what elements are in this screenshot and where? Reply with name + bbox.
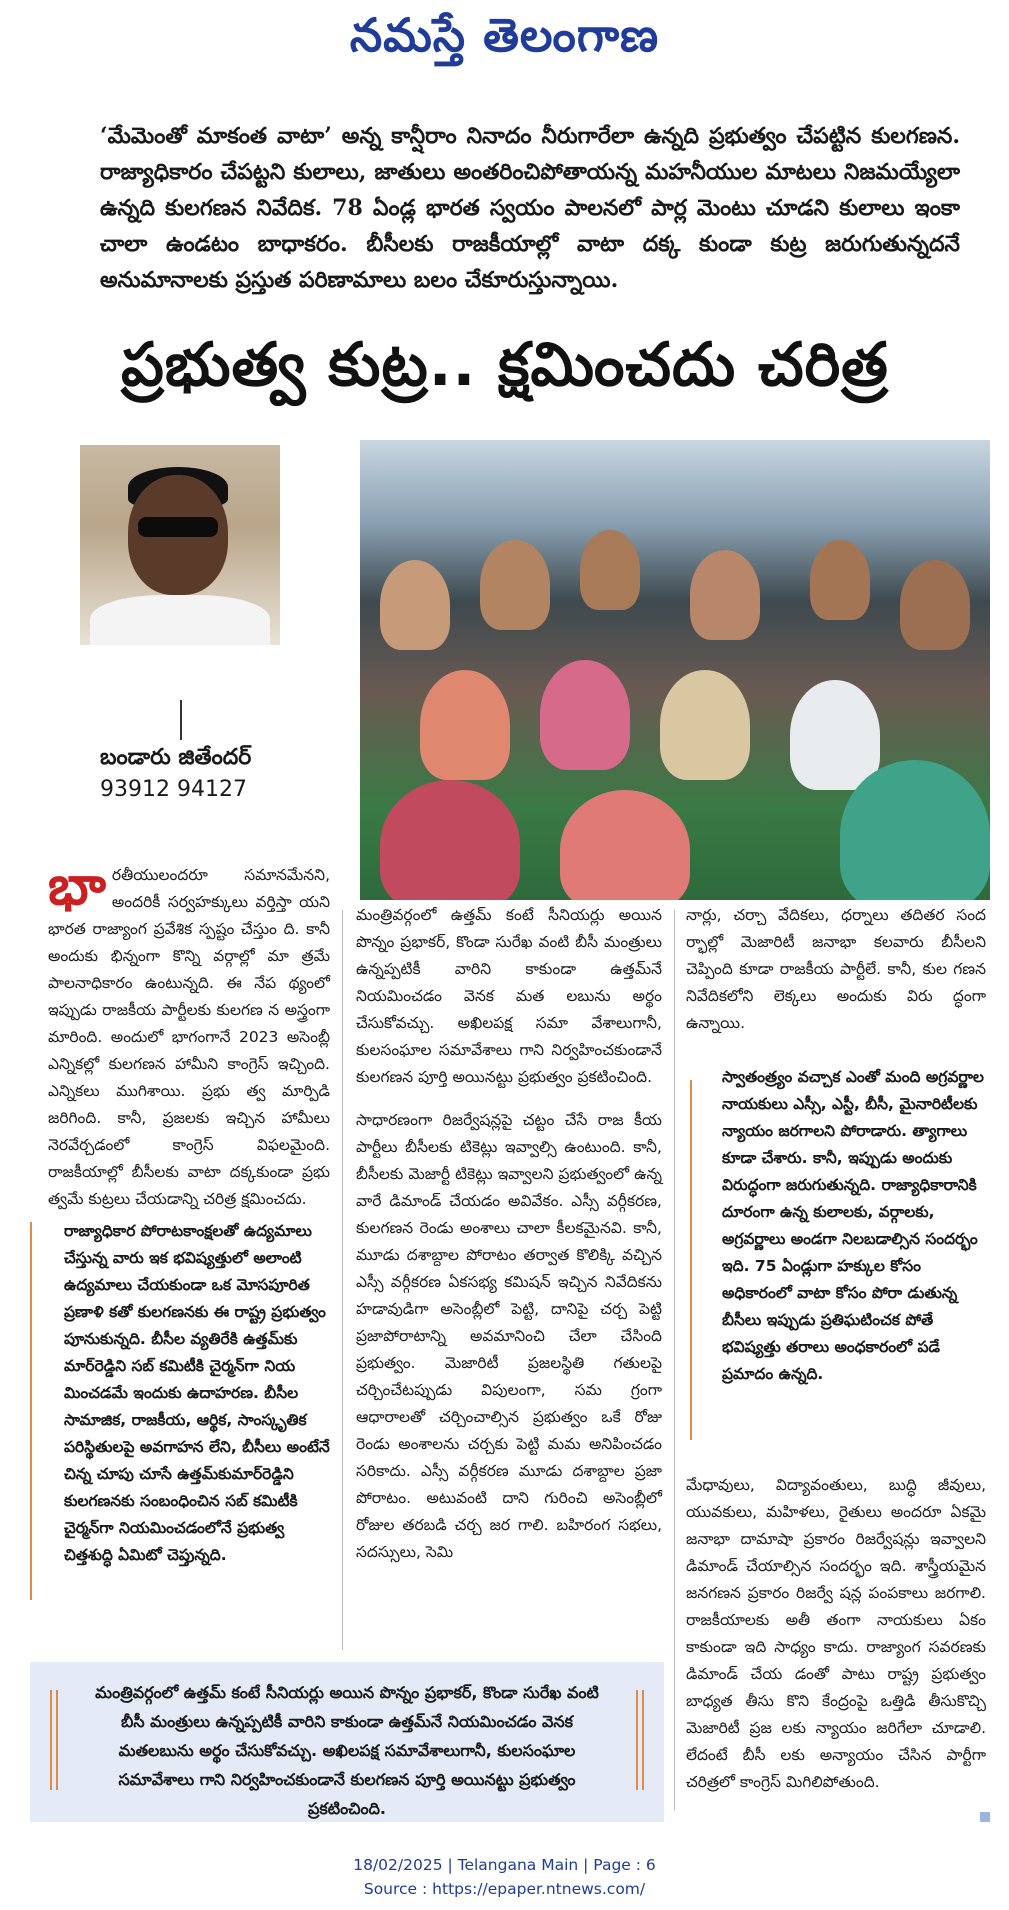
col2-paragraph-2: సాధారణంగా రిజర్వేషన్లపై చట్టం చేసే రాజ కీయ పార్టీలు బీసీలకు టికెట్లు ఇవ్వాల్సి ఉంటుంది. కానీ, బీసీలకు మెజార్టీ టికెట్లు ఇవ్వాలని ప్రభుత్వంలో ఉన్న వారే డిమాండ్ చేయడం అవివేకం. ఎస్సీ వర్గీకరణ, కులగణన రెండు అంశాలు చాలా కీలకమైనవి. కానీ, మూడు దశాబ్దాల పోరాటం తర్వాత కొలిక్కి వచ్చిన ఎస్సీ వర్గీకరణ ఏకసభ్య కమిషన్ ఇచ్చిన నివేదికను హడావుడిగా అసెంబ్లీలో పెట్టి, దానిపై చర్చ పెట్టి ప్రజాపోరాటాన్ని అవమానించి చేలా చేసింది ప్రభుత్వం. మెజారిటీ ప్రజలస్థితి గతులపై చర్చించేటప్పుడు విపులంగా, సమ గ్రంగా ఆధారాలతో చర్చించాల్సిన ప్రభుత్వం ఒకే రోజు రెండు అంశాలను చర్చకు పెట్టి మమ అనిపించడం సరికాదు. ఎస్సీ వర్గీకరణ మూడు దశాబ్దాల ప్రజా పోరాటం. అటువంటి దాని గురించి అసెంబ్లీలో రోజుల తరబడి చర్చ జర గాలి. బహిరంగ సభలు, సదస్సులు, సెమి — [356, 1111, 662, 1561]
author-phone: 93912 94127 — [100, 777, 247, 802]
footer-date: 18/02/2025 | Telangana Main | Page : 6 — [353, 1856, 656, 1874]
col2-paragraph-1: మంత్రివర్గంలో ఉత్తమ్ కంటే సీనియర్లు అయిన పొన్నం ప్రభాకర్, కొండా సురేఖ వంటి బీసీ మంత్రులు ఉన్నప్పటికీ వారిని కాకుండా ఉత్తమ్‌నే నియమించడం వెనక మత లబును అర్థం చేసుకోవచ్చు. అఖిలపక్ష సమా వేశాలుగానీ, కులసంఘాల సమావేశాలు గాని నిర్వహించకుండానే కులగణన పూర్తి అయినట్టు ప్రభుత్వం ప్రకటించింది. — [356, 906, 662, 1086]
col3-quote: స్వాతంత్ర్యం వచ్చాక ఎంతో మంది అగ్రవర్ణాల నాయకులు ఎస్సీ, ఎస్టీ, బీసీ, మైనారిటీలకు న్యాయం జరగాలని పోరాడారు. త్యాగాలు కూడా చేశారు. కానీ, ఇప్పుడు అందుకు విరుద్ధంగా జరుగుతున్నది. రాజ్యాధికారానికి దూరంగా ఉన్న కులాలకు, వర్గాలకు, అగ్రవర్ణాలు అండగా నిలబడాల్సిన సందర్భం ఇది. 75 ఏండ్లుగా హక్కుల కోసం అధికారంలో వాటా కోసం పోరా డుతున్న బీసీలు ఇప్పుడు ప్రతిఘటించక పోతే భవిష్యత్తు తరాలు అంధకారంలో పడే ప్రమాదం ఉన్నది. — [722, 1068, 984, 1383]
masthead-logo: నమస్తే తెలంగాణ — [349, 8, 660, 62]
pullquote-bar — [50, 1690, 52, 1790]
quote-bar-left — [30, 1222, 32, 1600]
protest-photo — [360, 440, 990, 900]
pullquote-bar — [642, 1690, 644, 1790]
column-1 — [48, 854, 330, 1229]
column-3-continued — [686, 1472, 986, 1812]
col3-paragraph-2: మేధావులు, విద్యావంతులు, బుద్ధి జీవులు, యువకులు, మహిళలు, రైతులు అందరూ ఏకమై జనాభా దామాషా ప్రకారం రిజర్వేషన్లు ఇవ్వాలని డిమాండ్ చేయాల్సిన సందర్భం ఇది. శాస్త్రీయమైన జనగణన ప్రకారం రిజర్వే షన్ల పంపకాలు జరగాలి. రాజకీయాలకు అతీ తంగా నాయకులు ఏకం కాకుండా ఇది సాధ్యం కాదు. రాజ్యాంగ సవరణకు డిమాండ్ చేయ డంతో పాటు రాష్ట్ర ప్రభుత్వం బాధ్యత తీసు కొని కేంద్రంపై ఒత్తిడి తీసుకొచ్చి మెజారిటీ ప్రజ లకు న్యాయం జరిగేలా చూడాలి. లేదంటే బీసీ లకు అన్యాయం చేసిన పార్టీగా చరిత్రలో కాంగ్రెస్ మిగిలిపోతుంది. — [686, 1476, 986, 1791]
column-rule — [674, 910, 675, 1810]
author-photo — [80, 445, 280, 645]
col1-paragraph: రతీయులందరూ సమానమేనని, అందరికీ సర్వహక్కులు వర్తిస్తా యని భారత రాజ్యాంగ ప్రవేశిక స్పష్టం చేస్తుం ది. కానీ అందుకు భిన్నంగా కొన్ని వర్గాల్లో మా త్రమే పాలనాధికారం ఉంటున్నది. ఈ నేప థ్యంలో ఇప్పుడు రాజకీయ పార్టీలకు కులగణ న అస్త్రంగా మారింది. అందులో భాగంగానే 2023 అసెంబ్లీ ఎన్నికల్లో కులగణన హామీని కాంగ్రెస్ ఇచ్చింది. ఎన్నికలు ముగిశాయి. ప్రభు త్వ మార్పిడి జరిగింది. కానీ, ప్రజలకు ఇచ్చిన హామీలు నెరవేర్చడంలో కాంగ్రెస్ విఫలమైంది. రాజకీయాల్లో బీసీలకు వాటా దక్కకుండా ప్రభు త్వమే కుట్రలు చేయడాన్ని చరిత్ర క్షమించదు. — [48, 866, 330, 1208]
column-3 — [686, 902, 986, 1053]
column-2 — [356, 902, 662, 1582]
pullquote-bar — [636, 1690, 638, 1790]
author-divider — [180, 700, 182, 740]
footer-source: Source : https://epaper.ntnews.com/ — [363, 1880, 646, 1898]
author-name: బండారు జితేందర్ — [100, 745, 252, 770]
intro-paragraph: ‘మేమెంతో మాకంత వాటా’ అన్న కాన్షీరాం నినాదం నీరుగారేలా ఉన్నది ప్రభుత్వం చేపట్టిన కులగణన. రాజ్యాధికారం చేపట్టని కులాలు, జాతులు అంతరించిపోతాయన్న మహనీయుల మాటలు నిజమయ్యేలా ఉన్నది కులగణన నివేదిక. 78 ఏండ్ల భారత స్వయం పాలనలో పార్ల మెంటు చూడని కులాలు ఇంకా చాలా ఉండటం బాధాకరం. బీసీలకు రాజకీయాల్లో వాటా దక్క కుండా కుట్ర జరుగుతున్నదనే అనుమానాలకు ప్రస్తుత పరిణామాలు బలం చేకూరుస్తున్నాయి. — [100, 123, 960, 293]
quote-bar-right — [690, 1080, 692, 1440]
pullquote-text: మంత్రివర్గంలో ఉత్తమ్ కంటే సీనియర్లు అయిన పొన్నం ప్రభాకర్, కొండా సురేఖ వంటి బీసీ మంత్రులు ఉన్నప్పటికీ వారిని కాకుండా ఉత్తమ్‌నే నియమించడం వెనక మతలబును అర్థం చేసుకోవచ్చు. అఖిలపక్ష సమావేశాలుగానీ, కులసంఘాల సమావేశాలు గాని నిర్వహించకుండానే కులగణన పూర్తి అయినట్టు ప్రభుత్వం ప్రకటించింది. — [95, 1683, 599, 1818]
pullquote-box — [30, 1662, 664, 1822]
col3-paragraph-1: నార్లు, చర్చా వేదికలు, ధర్నాలు తదితర సంద ర్భాల్లో మెజారిటీ జనాభా కలవారు బీసీలని చెప్పింది కూడా రాజకీయ పార్టీలే. కానీ, కుల గణన నివేదికలోని లెక్కలు అందుకు విరు ద్ధంగా ఉన్నాయి. — [686, 906, 986, 1032]
end-mark — [980, 1812, 990, 1822]
article-headline: ప్రభుత్వ కుట్ర.. క్షమించదు చరిత్ర — [121, 330, 889, 400]
column-rule — [342, 910, 343, 1650]
dropcap: భా — [48, 854, 106, 917]
col1-quote: రాజ్యాధికార పోరాటకాంక్షలతో ఉద్యమాలు చేస్తున్న వారు ఇక భవిష్యత్తులో అలాంటి ఉద్యమాలు చేయకుండా ఒక మోసపూరిత ప్రణాళి కతో కులగణనకు ఈ రాష్ట్ర ప్రభుత్వం పూనుకున్నది. బీసీల వ్యతిరేకి ఉత్తమ్‌కు మార్‌రెడ్డిని సబ్ కమిటీకి చైర్మన్‌గా నియ మించడమే ఇందుకు ఉదాహరణ. బీసీల సామాజిక, రాజకీయ, ఆర్థిక, సాంస్కృతిక పరిస్థితులపై అవగాహన లేని, బీసీలు అంటేనే చిన్న చూపు చూసే ఉత్తమ్‌కుమార్‌రెడ్డిని కులగణనకు సంబంధించిన సబ్ కమిటీకి చైర్మన్‌గా నియమించడంలోనే ప్రభుత్వ చిత్తశుద్ధి ఏమిటో చెప్తున్నది. — [64, 1222, 330, 1564]
pullquote-bar — [56, 1690, 58, 1790]
